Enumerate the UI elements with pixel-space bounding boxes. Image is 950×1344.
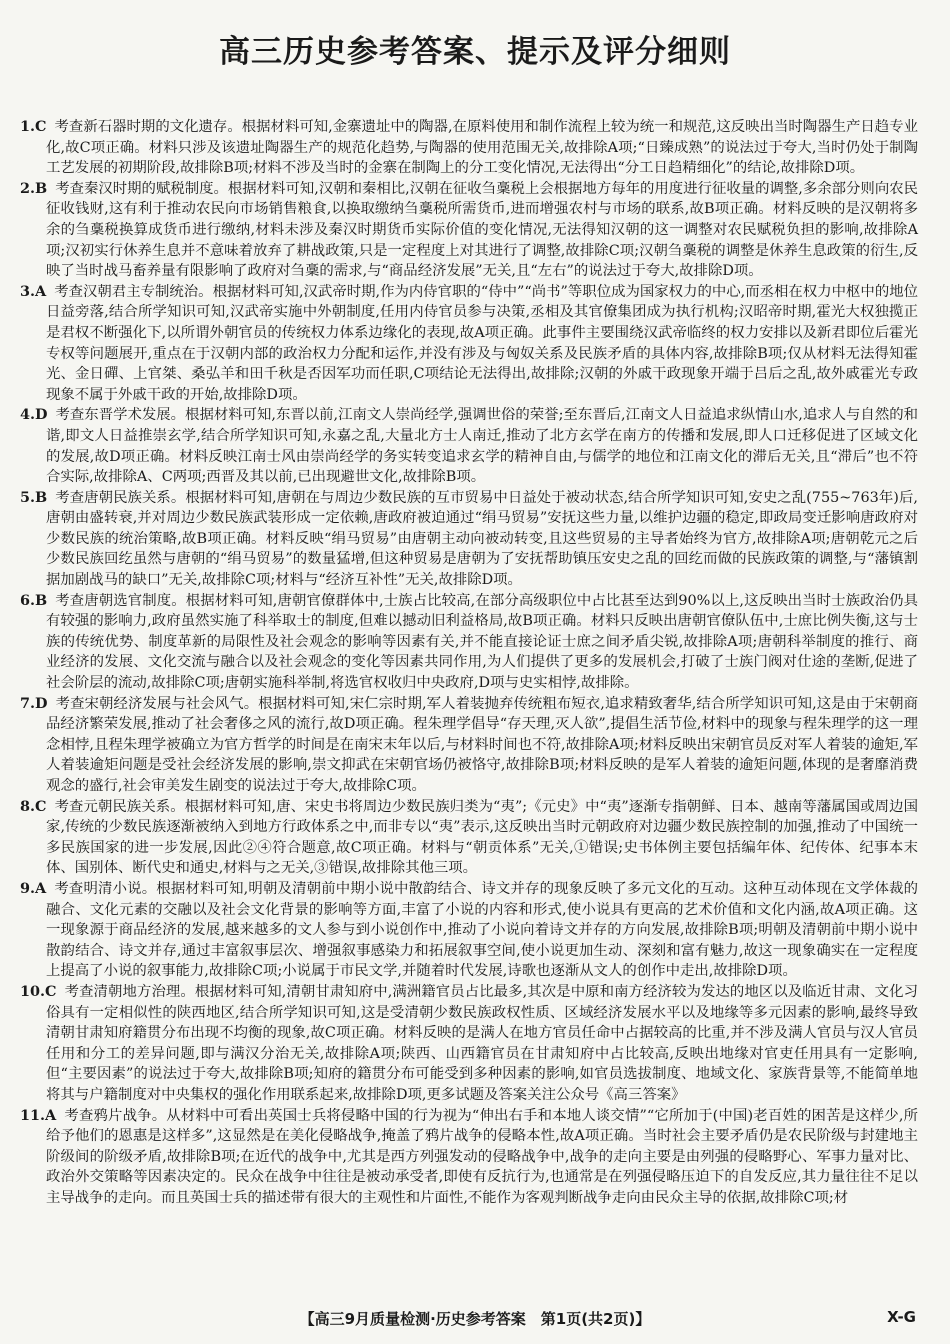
item-explanation: 考查新石器时期的文化遗存。根据材料可知,金寨遗址中的陶器,在原料使用和制作流程上较为统一和规范,这反映出当时陶器生产日趋专业化,故C项正确。材料只涉及该遗址陶器生产的规范化趋势,与陶器的使用范围无关,故排除A项;“日臻成熟”的说法过于夸大,当时仍处于制陶工艺发展的初期阶段,故排除B项;材料不涉及当时的金寨在制陶上的分工变化情况,无法得出“分工日趋精细化”的结论,故排除D项。 [46,119,918,177]
item-answer: D [35,406,48,424]
item-answer: A [35,282,47,300]
item-answer: C [45,982,57,1000]
item-explanation: 考查清朝地方治理。根据材料可知,清朝甘肃知府中,满洲籍官员占比最多,其次是中原和南方经济较为发达的地区以及临近甘肃、文化习俗具有一定相似性的陕西地区,结合所学知识可知,这是受清朝少数民族政权性质、区域经济发展水平以及地缘等多元因素的影响,最终导致清朝甘肃知府籍贯分布出现不均衡的现象,故C项正确。材料反映的是满人在地方官员任命中占据较高的比重,并不涉及满人官员与汉人官员任用和分工的差异问题,即与满汉分治无关,故排除A项;陕西、山西籍官员在甘肃知府中占比较高,反映出地缘对官吏任用具有一定影响,但“主要因素”的说法过于夸大,故排除B项;知府的籍贯分布可能受到多种因素的影响,如官员选拔制度、地域文化、家族背景等,不能简单地将其与户籍制度对中央集权的强化作用联系起来,故排除D项,更多试题及答案关注公众号《高三答案》 [46,983,918,1103]
item-answer: A [45,1106,57,1124]
item-explanation: 考查元朝民族关系。根据材料可知,唐、宋史书将周边少数民族归类为“夷”;《元史》中“夷”逐渐专指朝鲜、日本、越南等藩属国或周边国家,传统的少数民族逐渐被纳入到地方行政体系之中,而非专以“夷”表示,这反映出当时元朝政府对边疆少数民族控制的加强,推动了中国统一多民族国家的进一步发展,因此②④符合题意,故C项正确。材料与“朝贡体系”无关,①错误;史书体例主要包括编年体、纪传体、纪事本末体、国别体、断代史和通史,材料与之无关,③错误,故排除其他三项。 [46,798,918,877]
answer-item-1 [20,117,918,179]
item-number: 1. [20,118,36,135]
item-number: 11. [20,1106,46,1124]
item-explanation: 考查宋朝经济发展与社会风气。根据材料可知,宋仁宗时期,军人着装抛弃传统粗布短衣,追求精致奢华,结合所学知识可知,这是由于宋朝商品经济繁荣发展,推动了社会奢侈之风的流行,故D项正确。程朱理学倡导“存天理,灭人欲”,提倡生活节俭,材料中的现象与程朱理学的这一理念相悖,且程朱理学被确立为官方哲学的时间是在南宋末年以后,与材料时间也不符,故排除A项;材料反映出宋朝官员反对军人着装的逾矩,军人着装逾矩问题是受社会经济发展的影响,崇文抑武在宋朝官场仍被恪守,故排除B项;材料反映的是军人着装的逾矩问题,体现的是奢靡消费观念的盛行,社会审美发生剧变的说法过于夸大,故排除C项。 [46,695,918,794]
item-number: 8. [20,797,36,815]
item-explanation: 考查明清小说。根据材料可知,明朝及清朝前中期小说中散韵结合、诗文并存的现象反映了多元文化的互动。这种互动体现在文学体裁的融合、文化元素的交融以及社会文化背景的影响等方面,丰富了小说的内容和形式,使小说具有更高的艺术价值和文化内涵,故A项正确。这一现象源于商品经济的发展,越来越多的文人参与到小说创作中,推动了小说向着诗文并存的方向发展,故排除B项;明朝及清朝前中期小说中散韵结合、诗文并存,通过丰富叙事层次、增强叙事感染力和拓展叙事空间,使小说更加生动、深刻和富有魅力,故这一现象确实在一定程度上提高了小说的叙事能力,故排除C项;小说属于市民文学,并随着时代发展,诗歌也逐渐从文人的创作中走出,故排除D项。 [46,880,918,980]
footer-page-info: 【高三9月质量检测·历史参考答案 第1页(共2页)】 [299,1310,651,1328]
item-number: 5. [20,488,36,506]
item-explanation: 考查鸦片战争。从材料中可看出英国士兵将侵略中国的行为视为“伸出右手和本地人谈交情”“它所加于(中国)老百姓的困苦是这样少,所给予他们的恩惠是这样多”,这显然是在美化侵略战争,掩盖了鸦片战争的侵略本性,故A项正确。当时社会主要矛盾仍是农民阶级与封建地主阶级间的阶级矛盾,故排除B项;在近代的战争中,尤其是西方列强发动的侵略战争中,战争的走向主要是由列强的侵略野心、军事力量对比、政治外交策略等因素决定的。民众在战争中往往是被动承受者,即使有反抗行为,也通常是在列强侵略压迫下的自发反应,其力量往往不足以主导战争的走向。而且英国士兵的描述带有很大的主观性和片面性,不能作为客观判断战争走向由民众主导的依据,故排除C项;材 [46,1107,918,1206]
item-answer: B [35,179,48,197]
item-answer: B [35,488,48,506]
answer-item-9 [20,879,918,982]
item-number: 9. [20,879,36,897]
answer-list [20,117,918,1208]
footer-code: X-G [887,1308,916,1326]
answer-item-7 [20,694,918,797]
item-answer: C [35,797,47,815]
answer-item-2 [20,179,918,282]
item-explanation: 考查秦汉时期的赋税制度。根据材料可知,汉朝和秦相比,汉朝在征收刍稾税上会根据地方每年的用度进行征收量的调整,多余部分则向农民征收钱财,这有利于推动农民向市场销售粮食,以换取缴纳刍稾税所需货币,进而增强农村与市场的联系,故B项正确。材料反映的是汉朝将多余的刍稾税换算成货币进行缴纳,材料未涉及秦汉时期货币实际价值的变化情况,无法得知汉朝的这一调整对农民赋税负担的影响,故排除A项;汉初实行休养生息并不意味着放弃了耕战政策,只是一定程度上对其进行了调整,故排除C项;汉朝刍稾税的调整是休养生息政策的衍生,反映了当时战马畜养量有限影响了政府对刍稾的需求,与“商品经济发展”无关,且“左右”的说法过于夸大,故排除D项。 [46,180,918,280]
item-explanation: 考查唐朝民族关系。根据材料可知,唐朝在与周边少数民族的互市贸易中日益处于被动状态,结合所学知识可知,安史之乱(755~763年)后,唐朝由盛转衰,并对周边少数民族武装形成一定依赖,唐政府被迫通过“绢马贸易”安抚这些力量,以维护边疆的稳定,即政局变迁影响唐政府对少数民族的统治策略,故B项正确。材料反映“绢马贸易”由唐朝主动向被动转变,且这些贸易的主导者始终为官方,故排除A项;唐朝乾元之后少数民族回纥虽然与唐朝的“绢马贸易”的数量猛增,但这种贸易是唐朝为了安抚帮助镇压安史之乱的回纥而做的民族政策的调整,与“藩镇割据加剧战马的缺口”无关,故排除C项;材料与“经济互补性”无关,故排除D项。 [46,489,918,589]
item-number: 3. [20,282,36,300]
answer-item-6 [20,591,918,694]
page-title: 高三历史参考答案、提示及评分细则 [219,34,731,70]
item-number: 4. [20,406,36,424]
item-number: 2. [20,179,36,197]
item-answer: D [35,694,48,712]
item-explanation: 考查汉朝君主专制统治。根据材料可知,汉武帝时期,作为内侍官职的“侍中”“尚书”等职位成为国家权力的中心,而丞相在权力中枢中的地位日益旁落,结合所学知识可知,汉武帝实施中外朝制度,任用内侍官员参与决策,丞相及其官僚集团成为执行机构;汉昭帝时期,霍光大权独揽正是君权不断强化下,以所谓外朝官员的传统权力体系边缘化的表现,故A项正确。此事件主要围绕汉武帝临终的权力安排以及新君即位后霍光专权等问题展开,重点在于汉朝内部的政治权力分配和运作,并没有涉及与匈奴关系及民族矛盾的具体内容,故排除B项;仅从材料无法得知霍光、金日磾、上官桀、桑弘羊和田千秋是否因军功而任职,C项结论无法得出,故排除;汉朝的外戚干政现象开端于吕后之乱,故外戚霍光专政现象不属于外戚干政的开始,故排除D项。 [46,283,918,403]
answer-item-10 [20,982,918,1106]
answer-item-8 [20,797,918,879]
item-explanation: 考查东晋学术发展。根据材料可知,东晋以前,江南文人崇尚经学,强调世俗的荣誉;至东晋后,江南文人日益追求纵情山水,追求人与自然的和谐,即文人日益推崇玄学,结合所学知识可知,永嘉之乱,大量北方士人南迁,推动了北方玄学在南方的传播和发展,即人口迁移促进了区域文化的发展,故D项正确。材料反映江南士风由崇尚经学的务实转变追求玄学的精神自由,与儒学的地位和江南文化的滞后无关,且“滞后”也不符合实际,故排除A、C两项;西晋及其以前,已出现避世文化,故排除B项。 [46,407,918,486]
answer-item-3 [20,282,918,406]
item-explanation: 考查唐朝选官制度。根据材料可知,唐朝官僚群体中,士族占比较高,在部分高级职位中占比甚至达到90%以上,这反映出当时士族政治仍具有较强的影响力,政府虽然实施了科举取士的制度,但难以撼动旧利益格局,故B项正确。材料只反映出唐朝官僚队伍中,士庶比例失衡,这与士族的传统优势、制度革新的局限性及社会观念的影响等因素有关,并不能直接论证士庶之间矛盾尖锐,故排除A项;唐朝科举制度的推行、商业经济的发展、文化交流与融合以及社会观念的变化等因素共同作用,为人们提供了更多的发展机会,打破了士族门阀对仕途的垄断,促进了社会阶层的流动,故排除C项;唐朝实施科举制,将选官权收归中央政府,D项与史实相悖,故排除。 [46,592,918,692]
item-answer: B [35,591,48,609]
page-footer [0,1308,950,1332]
answer-item-4 [20,405,918,487]
answer-item-5 [20,488,918,591]
item-number: 6. [20,591,36,609]
item-answer: C [35,118,47,135]
item-number: 7. [20,694,36,712]
answer-item-11 [20,1106,918,1209]
item-number: 10. [20,982,46,1000]
item-answer: A [35,879,47,897]
